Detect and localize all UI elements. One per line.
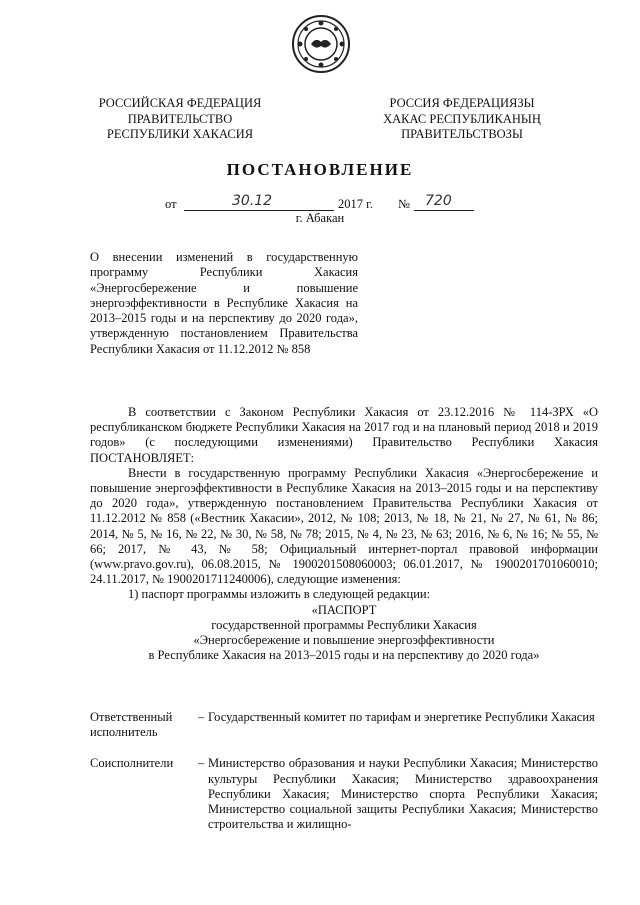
passport-heading-line: в Республике Хакасия на 2013–2015 годы и на перспективу до 2020 года» <box>148 648 540 663</box>
passport-heading-line: «Энергосбережение и повышение энергоэффективности <box>193 633 495 648</box>
row-value: Государственный комитет по тарифам и энергетике Республики Хакасия <box>208 710 595 724</box>
date-year: 2017 г. <box>338 197 373 211</box>
handwritten-date: 30.12 <box>232 193 273 209</box>
document-subject: О внесении изменений в государственную программу Республики Хакасия «Энергосбережение и повышение энергоэффективности в Республике Хакасия на 2013–2015 годы и на перспективу до 2020 года», утвержденную постановлением Правительства Республики Хакасия от 11.12.2012 № 858 <box>90 250 358 356</box>
paragraph: 1) паспорт программы изложить в следующей редакции: <box>128 587 431 602</box>
header-left <box>92 96 268 143</box>
row-label: Соисполнители <box>90 756 174 771</box>
city: г. Абакан <box>295 211 345 225</box>
document-title: ПОСТАНОВЛЕНИЕ <box>226 160 414 179</box>
header-right-line: РОССИЯ ФЕДЕРАЦИЯЗЫ <box>389 96 535 110</box>
passport-heading-line: государственной программы Республики Хакасия <box>211 617 477 632</box>
row-dash: – <box>198 710 205 724</box>
row-label: Ответственный исполнитель <box>90 710 173 740</box>
header-left-line: РОССИЙСКАЯ ФЕДЕРАЦИЯ <box>98 96 262 110</box>
passport-row <box>90 710 598 740</box>
passport-table <box>90 710 598 848</box>
document-body <box>90 405 598 663</box>
header-right-line: ХАКАС РЕСПУБЛИКАНЫҢ <box>383 111 541 126</box>
header-left-line: РЕСПУБЛИКИ ХАКАСИЯ <box>106 127 254 141</box>
header-left-line: ПРАВИТЕЛЬСТВО <box>127 111 233 126</box>
handwritten-number: 720 <box>425 193 452 209</box>
coat-of-arms-icon <box>291 14 351 74</box>
number-sign: № <box>398 197 410 211</box>
paragraph: Внести в государственную программу Республики Хакасия «Энергосбережение и повышение энергоэффективности в Республике Хакасия на 2013–2015 годы и на перспективу до 2020 года», утвержденную постановлением Правительства Республики Хакасия от 11.12.2012 № 858 («Вестник Хакасии», 2012, № 108; 2013, № 18, № 21, № 27, № 61, № 86; 2014, № 5, № 16, № 22, № 30, № 58, № 78; 2015, № 4, № 23, № 63; 2016, № 6, № 16; № 55, № 66; 2017, № 43, № 58; Официальный интернет-портал правовой информации (www.pravo.gov.ru), 06.08.2015, № 1900201508060003; 06.01.2017, № 1900201701060010; 24.11.2017, № 1900201711240006), следующие изменения: <box>90 465 598 587</box>
row-dash: – <box>198 756 205 771</box>
passport-heading-line: «ПАСПОРТ <box>311 602 377 617</box>
header-right-line: ПРАВИТЕЛЬСТВОЗЫ <box>401 127 523 141</box>
paragraph: В соответствии с Законом Республики Хакасия от 23.12.2016 № 114-ЗРХ «О республиканском бюджете Республики Хакасия на 2017 год и на плановый период 2018 и 2019 годов» (с последующими изменениями) Правительство Республики Хакасия ПОСТАНОВЛЯЕТ: <box>90 405 598 465</box>
passport-row <box>90 756 598 832</box>
row-value: Министерство образования и науки Республики Хакасия; Министерство культуры Республики Хакасия; Министерство здравоохранения Республики Хакасия; Министерство спорта Республики Хакасия; Министерство социальной защиты Республики Хакасия; Министерство строительства и жилищно- <box>208 756 598 832</box>
date-prefix: от <box>165 197 177 211</box>
header-right <box>372 96 552 143</box>
